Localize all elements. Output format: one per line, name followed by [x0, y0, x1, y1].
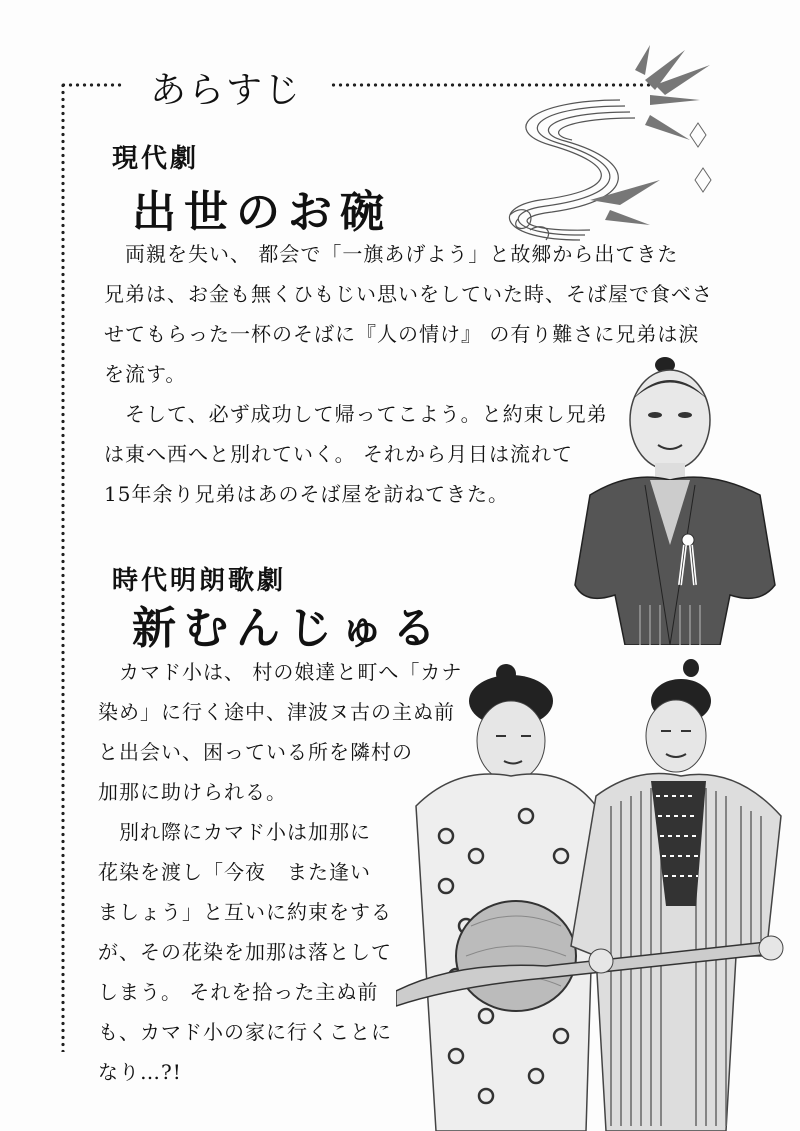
play1-line: 15年余り兄弟はあのそば屋を訪ねてきた。: [104, 482, 509, 506]
play2-line: 加那に助けられる。: [98, 780, 287, 804]
play1-line: を流す。: [104, 362, 187, 386]
play2-line: 別れ際にカマド小は加那に: [98, 820, 371, 844]
play1-title: 出世のお碗: [132, 187, 392, 238]
swirl-decoration: [470, 40, 730, 250]
play1-line: は東へ西へと別れていく。 それから月日は流れて: [104, 442, 573, 466]
actors-photo-2: [396, 656, 796, 1131]
play2-title: 新むんじゅる: [132, 603, 444, 654]
play1-line: せてもらった一杯のそばに『人の情け』 の有り難さに兄弟は涙: [104, 322, 700, 346]
play2-line: と出会い、困っている所を隣村の: [98, 740, 413, 764]
frame-top-left-dots: [60, 82, 122, 88]
play2-line: が、その花染を加那は落として: [98, 940, 392, 964]
play2-line: ましょう」と互いに約束をする: [98, 900, 392, 924]
play2-line: なり…?!: [98, 1060, 182, 1084]
play2-type: 時代明朗歌劇: [112, 566, 287, 596]
play1-line: そして、必ず成功して帰ってこよう。と約束し兄弟: [104, 402, 608, 426]
play2-line: 花染を渡し「今夜 また逢い: [98, 860, 371, 884]
play2-line: も、カマド小の家に行くことに: [98, 1020, 392, 1044]
play2-line: しまう。 それを拾った主ぬ前: [98, 980, 379, 1004]
play1-type: 現代劇: [112, 144, 200, 174]
frame-left-dots: [60, 82, 66, 1052]
actor-photo-1: [570, 345, 780, 645]
play2-line: 染め」に行く途中、津波ヌ古の主ぬ前: [98, 700, 455, 724]
play2-line: カマド小は、 村の娘達と町へ「カナ: [98, 660, 463, 684]
play1-line: 兄弟は、お金も無くひもじい思いをしていた時、そば屋で食べさ: [104, 282, 713, 306]
section-title: あらすじ: [150, 70, 303, 111]
play1-line: 両親を失い、 都会で「一旗あげよう」と故郷から出てきた: [104, 242, 679, 266]
